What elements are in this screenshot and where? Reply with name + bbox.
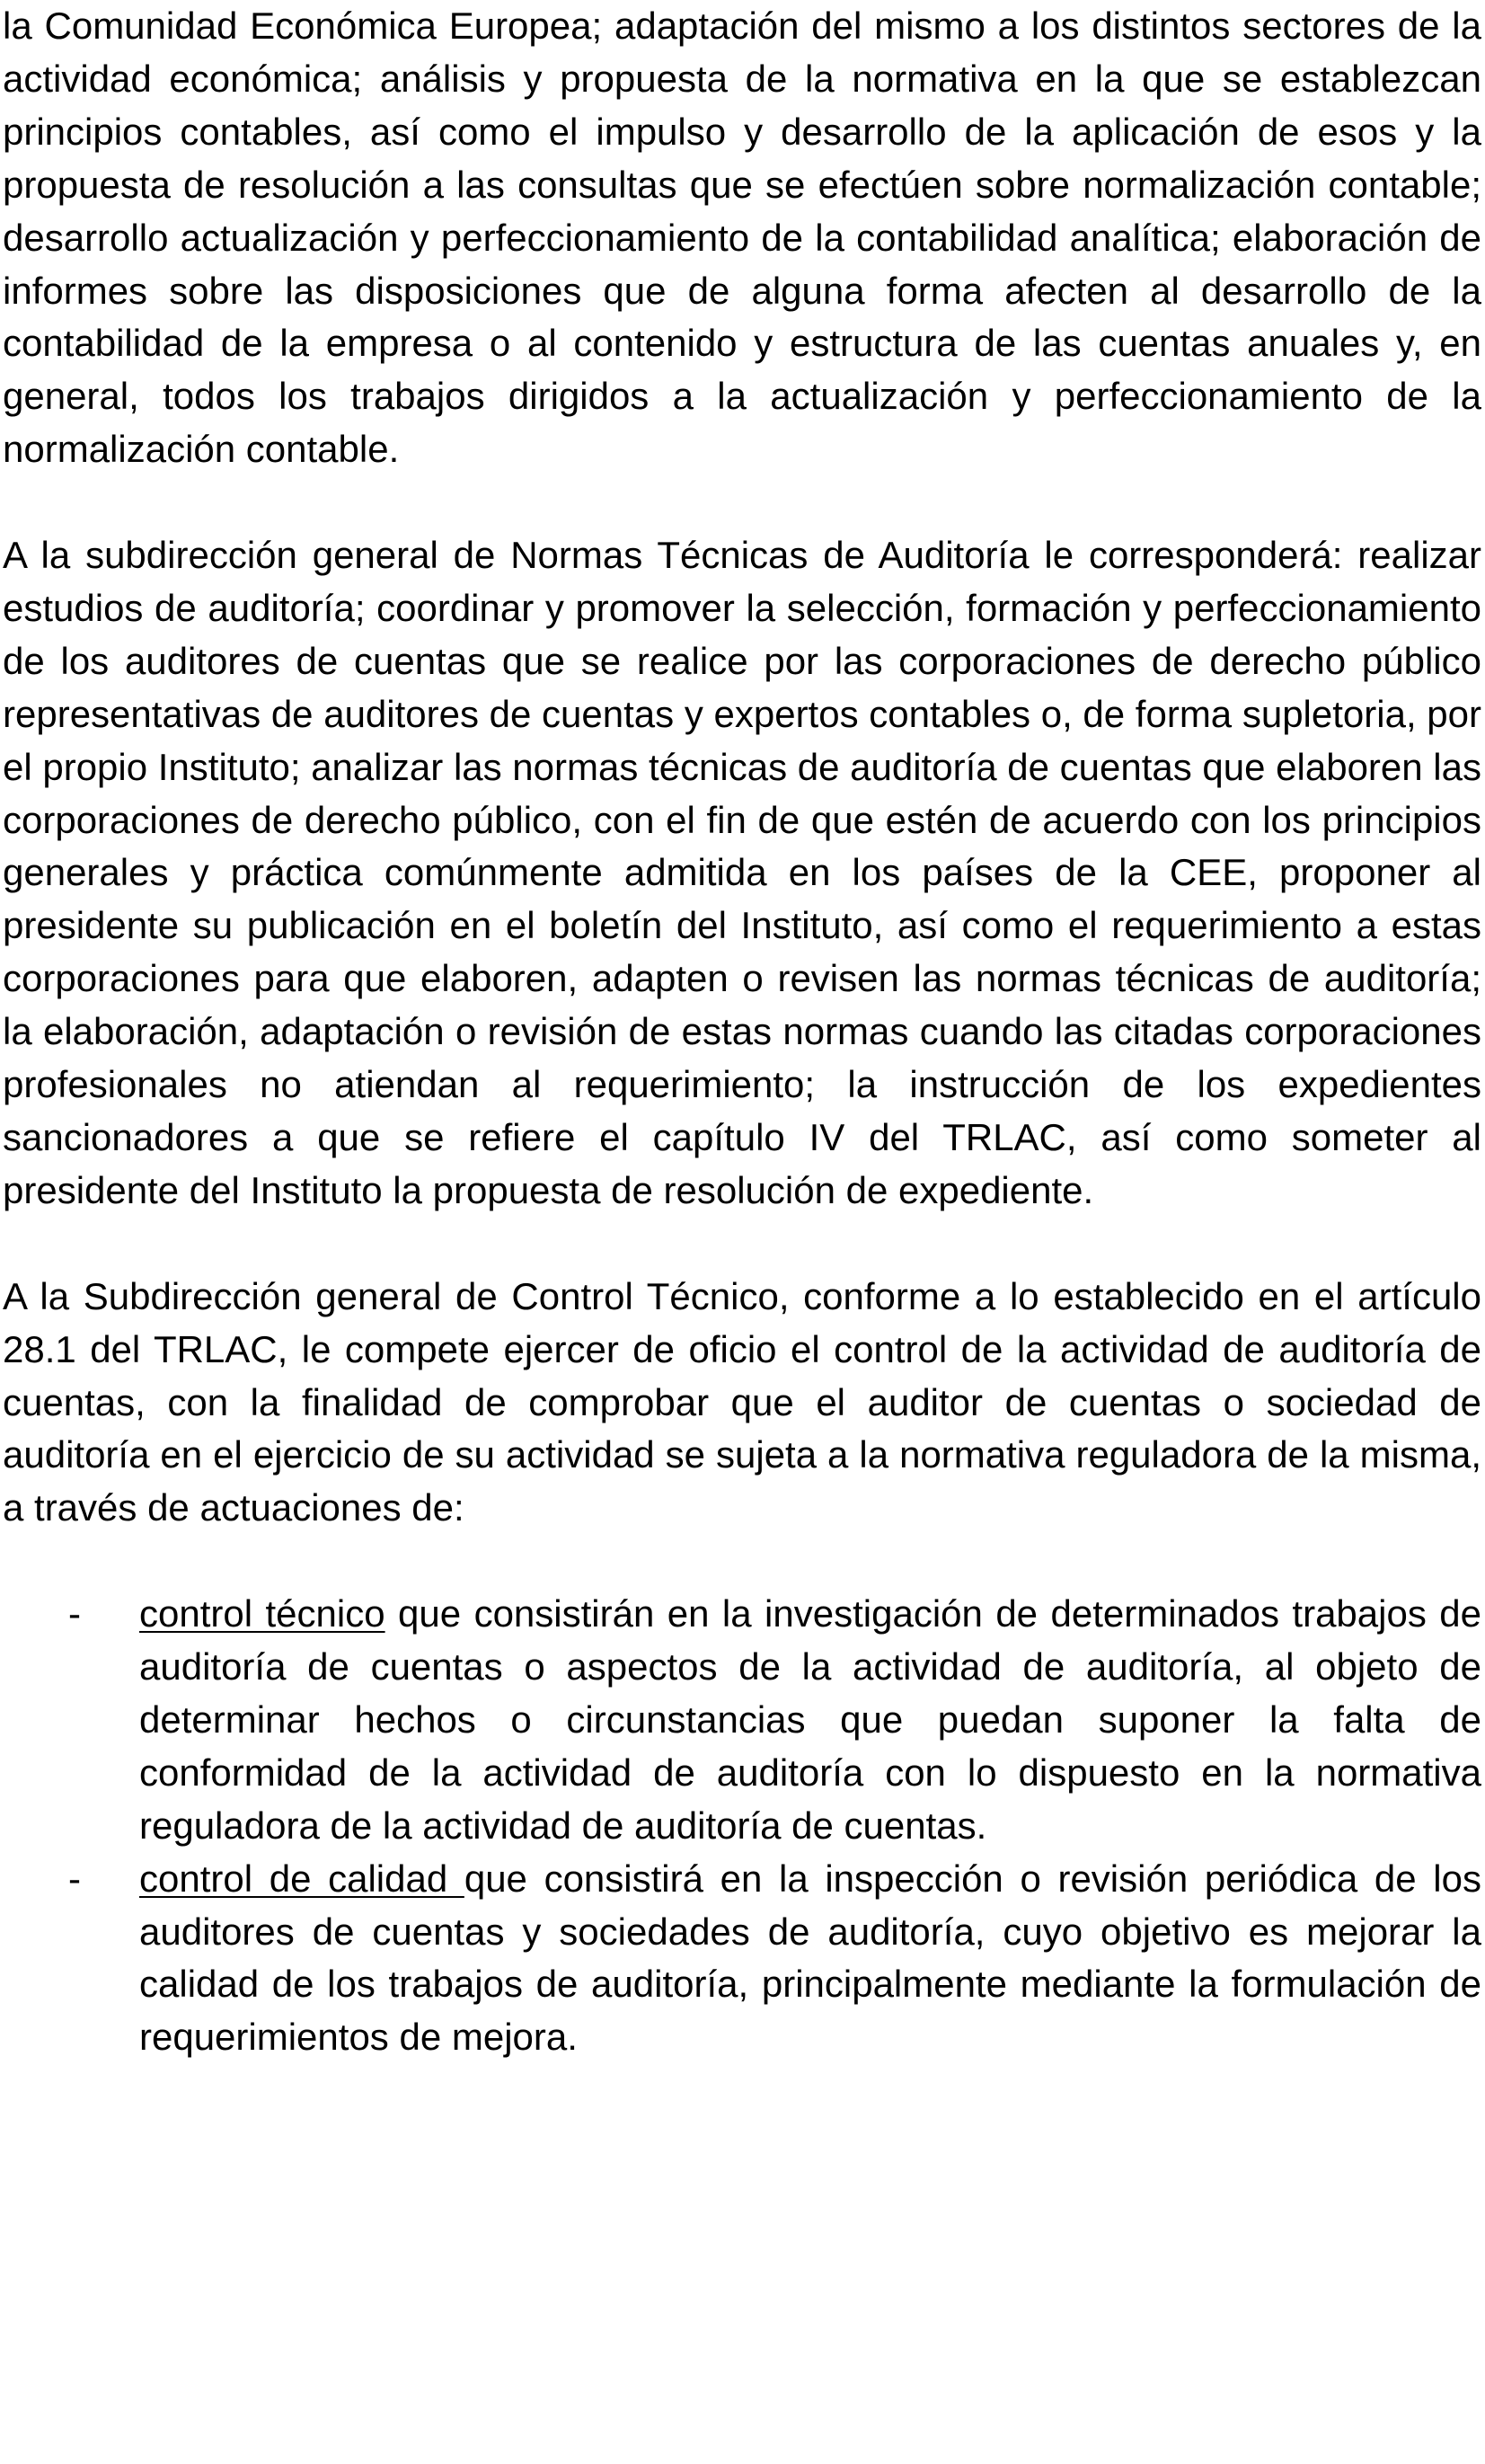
actuaciones-list	[3, 1588, 1481, 2064]
paragraph-spacer	[3, 1535, 1481, 1588]
list-item-text: que consistirá en la inspección o revisión periódica de los auditores de cuentas y sociedades de auditoría, cuyo objetivo es mejorar la calidad de los trabajos de auditoría, principalmente mediante la formulación de requerimientos de mejora.	[139, 1857, 1481, 2059]
paragraph-spacer	[3, 476, 1481, 529]
list-item-text: que consistirán en la investigación de determinados trabajos de auditoría de cuentas o aspectos de la actividad de auditoría, al objeto de determinar hechos o circunstancias que puedan suponer la falta de conformidad de la actividad de auditoría con lo dispuesto en la normativa reguladora de la actividad de auditoría de cuentas.	[139, 1592, 1481, 1847]
list-item	[3, 1853, 1481, 2065]
paragraph-contabilidad: la Comunidad Económica Europea; adaptación del mismo a los distintos sectores de la actividad económica; análisis y propuesta de la normativa en la que se establezcan principios contables, así como el impulso y desarrollo de la aplicación de esos y la propuesta de resolución a las consultas que se efectúen sobre normalización contable; desarrollo actualización y perfeccionamiento de la contabilidad analítica; elaboración de informes sobre las disposiciones que de alguna forma afecten al desarrollo de la contabilidad de la empresa o al contenido y estructura de las cuentas anuales y, en general, todos los trabajos dirigidos a la actualización y perfeccionamiento de la normalización contable.	[3, 4, 1481, 471]
list-term-control-tecnico: control técnico	[139, 1592, 385, 1635]
paragraph-control-tecnico: A la Subdirección general de Control Técnico, conforme a lo establecido en el artículo 28.1 del TRLAC, le compete ejercer de oficio el control de la actividad de auditoría de cuentas, con la finalidad de comprobar que el auditor de cuentas o sociedad de auditoría en el ejercicio de su actividad se sujeta a la normativa reguladora de la misma, a través de actuaciones de:	[3, 1274, 1481, 1529]
list-item	[3, 1588, 1481, 1853]
list-term-control-calidad: control de calidad	[139, 1857, 464, 1900]
list-bullet: -	[68, 1592, 81, 1635]
document-page	[3, 0, 1481, 2064]
list-bullet: -	[68, 1857, 81, 1900]
paragraph-normas-tecnicas: A la subdirección general de Normas Técnicas de Auditoría le corresponderá: realizar estudios de auditoría; coordinar y promover la selección, formación y perfeccionamiento de los auditores de cuentas que se realice por las corporaciones de derecho público representativas de auditores de cuentas y expertos contables o, de forma supletoria, por el propio Instituto; analizar las normas técnicas de auditoría de cuentas que elaboren las corporaciones de derecho público, con el fin de que estén de acuerdo con los principios generales y práctica comúnmente admitida en los países de la CEE, proponer al presidente su publicación en el boletín del Instituto, así como el requerimiento a estas corporaciones para que elaboren, adapten o revisen las normas técnicas de auditoría; la elaboración, adaptación o revisión de estas normas cuando las citadas corporaciones profesionales no atiendan al requerimiento; la instrucción de los expedientes sancionadores a que se refiere el capítulo IV del TRLAC, así como someter al presidente del Instituto la propuesta de resolución de expediente.	[3, 534, 1481, 1211]
paragraph-spacer	[3, 1218, 1481, 1271]
